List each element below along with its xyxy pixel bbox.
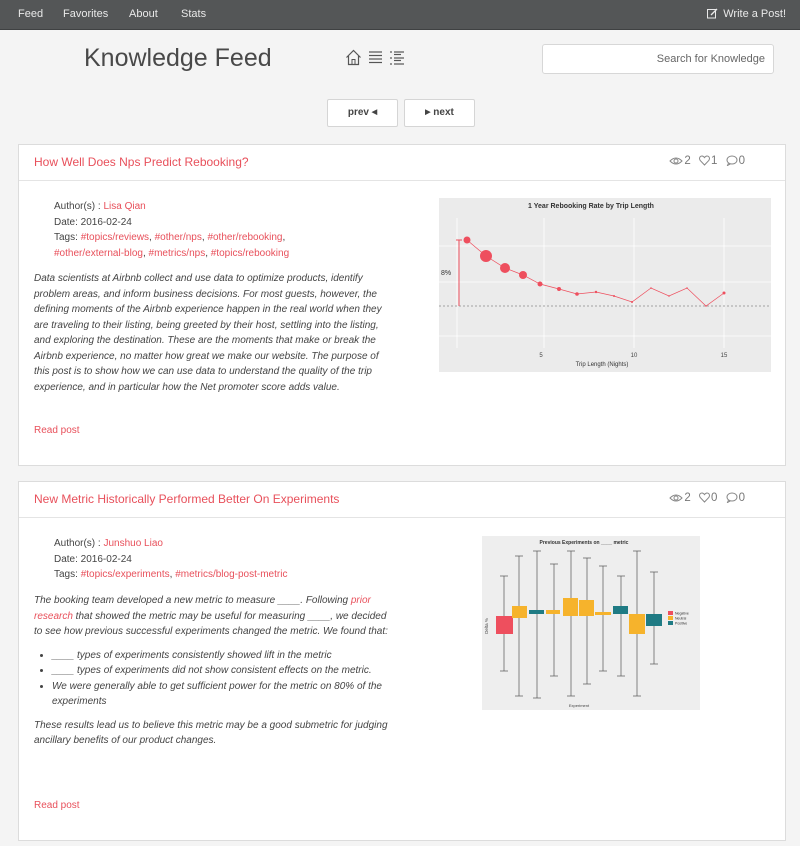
likes-stat[interactable] — [699, 155, 717, 167]
nav-item-feed[interactable]: Feed — [18, 8, 44, 20]
post-stats — [664, 492, 745, 504]
caret-right-icon: ▶ — [425, 109, 431, 116]
comments-count: 0 — [738, 492, 745, 504]
next-button[interactable] — [404, 99, 475, 127]
legend-label: Neutral — [675, 616, 687, 621]
prev-button[interactable] — [327, 99, 398, 127]
nav-item-favorites[interactable]: Favorites — [63, 8, 109, 20]
author-link[interactable]: Junshuo Liao — [103, 538, 163, 549]
comments-stat[interactable] — [726, 155, 745, 167]
likes-count: 0 — [710, 492, 718, 504]
top-nav-bar — [0, 0, 800, 30]
tag-link[interactable]: #metrics/blog-post-metric — [175, 569, 288, 580]
x-axis-label: Experiment — [568, 703, 590, 708]
home-icon[interactable] — [345, 49, 362, 66]
intro-text: that showed the metric may be useful for measuring ____, we decided to see how previous successful experiments changed the metric. We found that: — [34, 610, 388, 637]
list-item: • ____ types of experiments consistently showed lift in the metric — [52, 648, 394, 664]
post-card — [18, 481, 786, 841]
post-summary: Data scientists at Airbnb collect and use data to optimize products, identify problem areas, and inform business decisions. For most guests, however, the defining moments of the Airbnb experience happen in the real world when they are traveling to their listing, being greeted by their host, settling into the listing, and exploring the destination. These are the moments that make or break the Airbnb experience, no matter how great we make our website. The purpose of this post is to show how we can use data to understand the quality of the trip experience, and in particular how the Net promoter score adds value. — [34, 273, 382, 393]
post-tags: Tags: #topics/reviews, #other/nps, #other/rebooking, #other/external-blog, #metrics/nps, #topics/rebooking — [54, 232, 290, 259]
likes-stat[interactable] — [699, 492, 717, 504]
x-axis-label: Trip Length (Nights) — [575, 362, 629, 368]
views-count: 2 — [684, 492, 691, 504]
post-date: Date: 2016-02-24 — [54, 553, 132, 565]
post-title[interactable]: New Metric Historically Performed Better On Experiments — [34, 492, 340, 506]
post-meta — [54, 536, 287, 583]
tag-link[interactable]: #topics/rebooking — [210, 247, 290, 259]
tag-link[interactable]: #topics/reviews — [80, 232, 150, 243]
write-post-link[interactable] — [707, 8, 786, 20]
author-link[interactable]: Lisa Qian — [103, 201, 146, 212]
x-tick-label: 15 — [720, 353, 728, 359]
tag-link[interactable]: #topics/experiments — [80, 569, 170, 580]
post-thumbnail[interactable] — [482, 536, 700, 710]
page-title: Knowledge Feed — [84, 44, 272, 72]
comment-icon — [726, 155, 738, 166]
post-stats — [664, 155, 745, 167]
authors-label: Author(s) : — [54, 201, 101, 212]
post-card — [18, 144, 786, 466]
tag-link[interactable]: #other/nps — [154, 232, 202, 243]
read-post-link[interactable]: Read post — [34, 425, 80, 436]
edit-icon — [707, 8, 718, 19]
nav-item-about[interactable]: About — [129, 8, 158, 20]
tag-link[interactable]: #other/external-blog — [54, 247, 143, 259]
caret-left-icon: ◀ — [371, 109, 378, 116]
detailed-list-icon[interactable] — [389, 49, 405, 66]
post-meta — [54, 199, 289, 261]
y-axis-label: Delta % — [484, 618, 489, 634]
eye-icon — [669, 156, 683, 166]
list-item: • We were generally able to get sufficient power for the metric on 80% of the experiments — [52, 679, 394, 710]
x-tick-label: 5 — [539, 353, 543, 359]
tags-label: Tags: — [54, 232, 78, 243]
post-header — [19, 482, 785, 518]
heart-icon — [699, 155, 710, 166]
eye-icon — [669, 493, 683, 503]
prior-research-link[interactable]: prior research — [34, 595, 371, 622]
tags-label: Tags: — [54, 569, 78, 580]
x-tick-label: 10 — [630, 353, 638, 359]
thumbnail-title: Previous Experiments on ____ metric — [539, 540, 629, 546]
post-title[interactable]: How Well Does Nps Predict Rebooking? — [34, 155, 249, 169]
thumbnail-title: 1 Year Rebooking Rate by Trip Length — [528, 203, 654, 210]
chart-annotation: 8% — [441, 270, 452, 277]
intro-text: The booking team developed a new metric to measure ____. Following — [34, 595, 351, 606]
comment-icon — [726, 492, 738, 503]
heart-icon — [699, 492, 710, 503]
comments-stat[interactable] — [726, 492, 745, 504]
tag-link[interactable]: #metrics/nps — [148, 247, 206, 259]
list-icon[interactable] — [368, 49, 383, 66]
post-thumbnail[interactable] — [439, 198, 771, 372]
likes-count: 1 — [710, 155, 718, 167]
legend-label: Negative — [675, 611, 689, 616]
tag-link[interactable]: #other/rebooking — [207, 232, 283, 243]
summary-conclusion: These results lead us to believe this metric may be a good submetric for judging ancillary benefits of our product changes. — [34, 719, 388, 746]
read-post-link[interactable]: Read post — [34, 800, 80, 811]
summary-intro — [34, 593, 394, 640]
next-label: next — [433, 107, 454, 118]
nav-item-stats[interactable]: Stats — [181, 8, 207, 20]
list-item: • ____ types of experiments did not show consistent effects on the metric. — [52, 663, 394, 679]
write-post-label: Write a Post! — [723, 8, 786, 20]
post-header — [19, 145, 785, 181]
findings-list — [52, 648, 394, 710]
comments-count: 0 — [738, 155, 745, 167]
legend-label: Positive — [675, 621, 688, 626]
search-input[interactable] — [542, 44, 774, 74]
post-summary — [34, 593, 394, 749]
views-stat — [669, 155, 690, 167]
views-stat — [669, 492, 690, 504]
chart-legend — [668, 611, 689, 626]
post-date: Date: 2016-02-24 — [54, 216, 132, 228]
post-tags: Tags: #topics/experiments, #metrics/blog-post-metric — [54, 569, 288, 580]
views-count: 2 — [684, 155, 691, 167]
prev-label: prev — [347, 107, 369, 118]
authors-label: Author(s) : — [54, 538, 101, 549]
